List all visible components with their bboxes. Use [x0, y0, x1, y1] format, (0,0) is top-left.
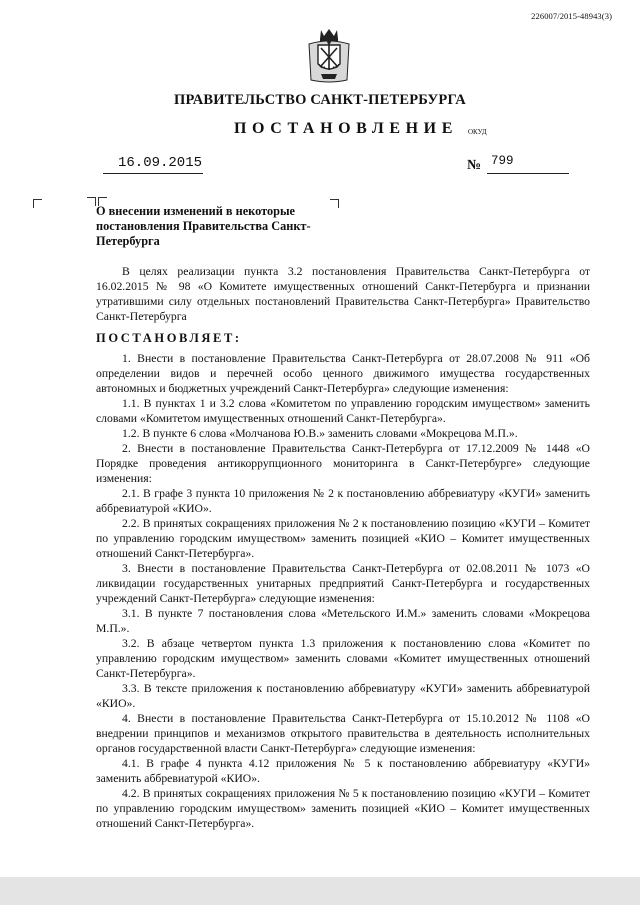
scan-bottom-edge	[0, 877, 640, 905]
corner-mark	[33, 199, 42, 208]
list-item: 1.1. В пунктах 1 и 3.2 слова «Комитетом по управлению городским имуществом» заменить словами «Комитетом имущественных отношений Санкт-Петербурга».	[96, 397, 590, 425]
list-item: 3.3. В тексте приложения к постановлению аббревиатуру «КУГИ» заменить аббревиатурой «КИО».	[96, 682, 590, 710]
corner-mark	[87, 197, 96, 206]
document-body	[96, 264, 590, 831]
list-item: 4.2. В принятых сокращениях приложения № 5 к постановлению позицию «КУГИ – Комитет по управлению городским имуществом» заменить позицией «КИО – Комитет имущественных отношений Санкт-Петербурга».	[96, 787, 590, 830]
preamble: В целях реализации пункта 3.2 постановления Правительства Санкт-Петербурга от 16.02.2015 № 98 «О Комитете имущественных отношений Санкт-Петербурга и признании утратившими силу отдельных постановлений Правительства Санкт-Петербурга» Правительство Санкт-Петербурга	[96, 265, 590, 323]
list-item: 1.2. В пункте 6 слова «Молчанова Ю.В.» заменить словами «Мокрецова М.П.».	[122, 427, 518, 440]
list-item: 3. Внести в постановление Правительства Санкт-Петербурга от 02.08.2011 № 1073 «О ликвидации государственных унитарных предприятий Санкт-Петербурга и государственных учреждений Санкт-Петербурга» следующие изменения:	[96, 562, 590, 605]
list-item: 2.2. В принятых сокращениях приложения № 2 к постановлению позицию «КУГИ – Комитет по управлению городским имуществом» заменить позицией «КИО – Комитет имущественных отношений Санкт-Петербурга».	[96, 517, 590, 560]
list-item: 4. Внести в постановление Правительства Санкт-Петербурга от 15.10.2012 № 1108 «О внедрении принципов и механизмов открытого правительства в деятельность исполнительных органов государственной власти Санкт-Петербурга» следующие изменения:	[96, 712, 590, 755]
document-number: 799	[491, 154, 514, 168]
list-item: 3.2. В абзаце четвертом пункта 1.3 приложения к постановлению слова «Комитет по управлению городским имуществом» заменить словами «Комитет имущественных отношений Санкт-Петербурга».	[96, 637, 590, 680]
document-subject: О внесении изменений в некоторые постановления Правительства Санкт-Петербурга	[96, 204, 311, 248]
list-item: 2.1. В графе 3 пункта 10 приложения № 2 к постановлению аббревиатуру «КУГИ» заменить аббревиатурой «КИО».	[96, 487, 590, 515]
number-sign: №	[467, 158, 482, 173]
document-type: ПОСТАНОВЛЕНИЕ	[234, 120, 458, 137]
okud-label: ОКУД	[468, 128, 487, 136]
list-item: 2. Внести в постановление Правительства Санкт-Петербурга от 17.12.2009 № 1448 «О Порядке проведения антикоррупционного мониторинга в Санкт-Петербурге» следующие изменения:	[96, 442, 590, 485]
list-item: 4.1. В графе 4 пункта 4.12 приложения № 5 к постановлению аббревиатуру «КУГИ» заменить аббревиатурой «КИО».	[96, 757, 590, 785]
registration-number: 226007/2015-48943(3)	[531, 11, 612, 21]
document-date: 16.09.2015	[118, 155, 203, 171]
resolves-heading: ПОСТАНОВЛЯЕТ:	[96, 331, 242, 345]
date-underline	[103, 173, 203, 174]
list-item: 1. Внести в постановление Правительства Санкт-Петербурга от 28.07.2008 № 911 «Об определении видов и перечней особо ценного движимого имущества государственных автономных и бюджетных учреждений Санкт-Петербурга» следующие изменения:	[96, 352, 590, 395]
number-underline	[487, 173, 569, 174]
organization-title: ПРАВИТЕЛЬСТВО САНКТ-ПЕТЕРБУРГА	[174, 92, 466, 108]
coat-of-arms-icon	[307, 26, 351, 84]
list-item: 3.1. В пункте 7 постановления слова «Метельского И.М.» заменить словами «Мокрецова М.П.».	[96, 607, 590, 635]
